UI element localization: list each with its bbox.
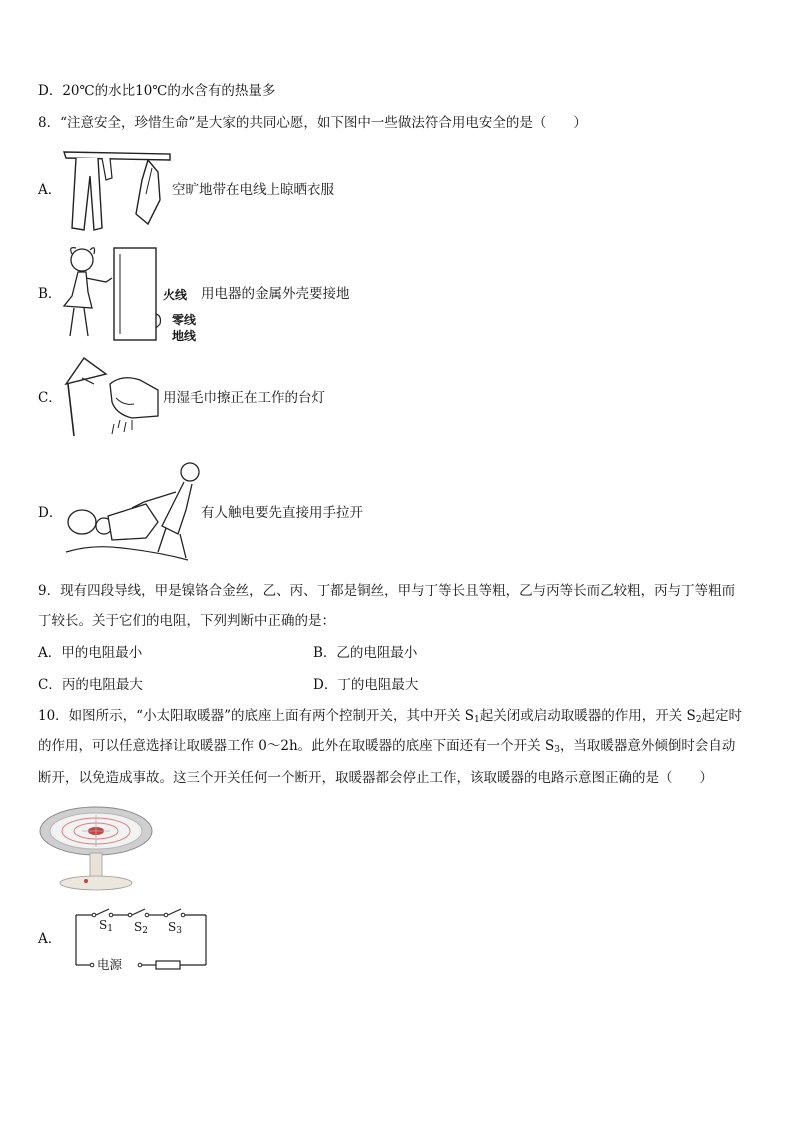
q8-option-b-caption: 用电器的金属外壳要接地 <box>201 286 350 302</box>
q8-option-c-label: C． <box>38 390 62 406</box>
q8-option-a-label: A． <box>38 182 62 198</box>
q8-option-b-ground-wire-label: 地线 <box>172 329 197 343</box>
q9-stem-line1: 9．现有四段导线，甲是镍铬合金丝，乙、丙、丁都是铜丝，甲与丁等长且等粗，乙与丙等长而乙较粗，丙与丁等粗而 <box>38 583 736 599</box>
q8-option-d-caption: 有人触电要先直接用手拉开 <box>201 505 363 521</box>
q10-stem-line3: 断开，以免造成事故。这三个开关任何一个断开，取暖器都会停止工作，该取暖器的电路示意图正确的是（ ） <box>38 770 713 786</box>
q8-option-a-illustration-clothes-on-wire <box>62 150 172 232</box>
q8-option-b-live-wire-label: 火线 <box>163 288 188 302</box>
q10-stem-line1: 10．如图所示，“小太阳取暖器”的底座上面有两个控制开关，其中开关 $S_1$起关闭或启动取暖器的作用，开关 $S_2$起定时 <box>38 708 743 725</box>
q9-option-b: B．乙的电阻最小 <box>313 645 418 661</box>
q10-circuit-s2-label: $S_2$ <box>134 920 148 936</box>
q9-stem-line2: 丁较长。关于它们的电阻，下列判断中正确的是： <box>38 613 335 629</box>
q9-option-a: A．甲的电阻最小 <box>38 645 143 661</box>
q8-option-a-caption: 空旷地带在电线上晾晒衣服 <box>172 182 334 198</box>
q7-option-d: D．20℃的水比10℃的水含有的热量多 <box>38 83 276 99</box>
q10-option-a-label: A． <box>38 931 62 947</box>
q8-option-b-neutral-wire-label: 零线 <box>172 313 197 327</box>
q10-circuit-s3-label: $S_3$ <box>168 920 182 936</box>
q10-circuit-power-label: 电源 <box>96 955 123 975</box>
q10-circuit-s1-label: $S_1$ <box>99 918 113 934</box>
q8-option-d-illustration-electric-shock-rescue <box>62 456 202 566</box>
q9-option-c: C．丙的电阻最大 <box>38 677 143 693</box>
q8-option-b-label: B． <box>38 286 62 302</box>
q9-option-d: D．丁的电阻最大 <box>313 677 419 693</box>
q10-stem-line2: 的作用，可以任意选择让取暖器工作 0～2h。此外在取暖器的底座下面还有一个开关 $S_3$，当取暖器意外倾倒时会自动 <box>38 738 736 755</box>
q10-heater-photo <box>38 805 154 891</box>
q8-option-c-illustration-lamp-wet-towel <box>62 354 162 442</box>
q8-option-d-label: D． <box>38 505 63 521</box>
q8-option-c-caption: 用湿毛巾擦正在工作的台灯 <box>163 390 325 406</box>
q8-stem: 8．“注意安全，珍惜生命”是大家的共同心愿，如下图中一些做法符合用电安全的是（ ） <box>38 115 587 131</box>
